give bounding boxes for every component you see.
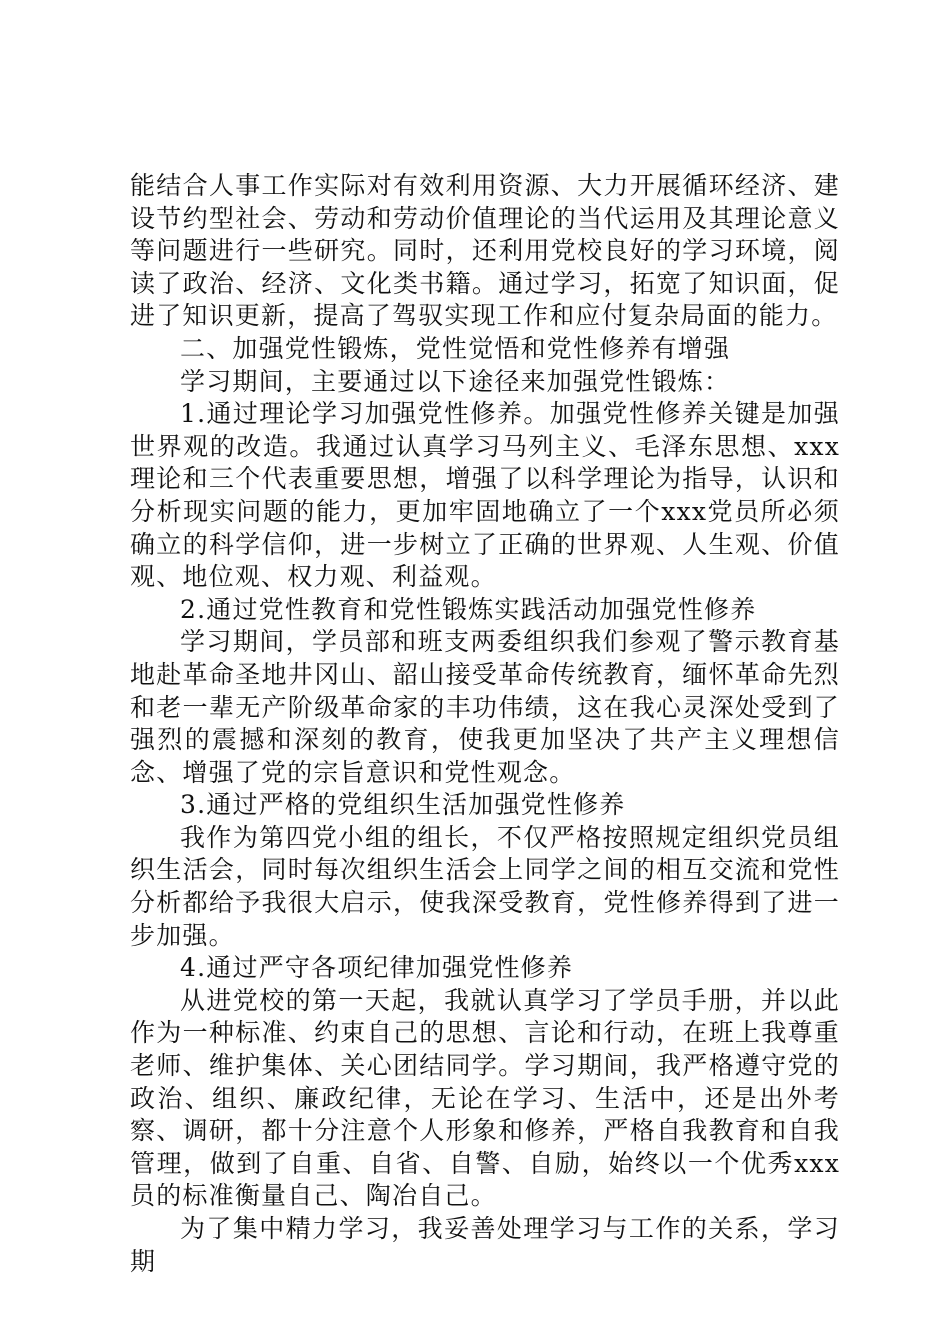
section-heading-2: 二、加强党性锻炼，党性觉悟和党性修养有增强 [180, 333, 731, 363]
paragraph-continuation: 能结合人事工作实际对有效利用资源、大力开展循环经济、建设节约型社会、劳动和劳动价值理论的当代运用及其理论意义等问题进行一些研究。同时，还利用党校良好的学习环境，阅读了政治、经济、文化类书籍。通过学习，拓宽了知识面，促进了知识更新，提高了驾驭实现工作和应付复杂局面的能力。 [130, 171, 840, 331]
subheading-item-3: 3.通过严格的党组织生活加强党性修养 [180, 790, 626, 820]
paragraph-item-1: 1.通过理论学习加强党性修养。加强党性修养关键是加强世界观的改造。我通过认真学习马列主义、毛泽东思想、xxx理论和三个代表重要思想，增强了以科学理论为指导，认识和分析现实问题的能力，更加牢固地确立了一个xxx党员所必须确立的科学信仰，进一步树立了正确的世界观、人生观、价值观、地位观、权力观、利益观。 [130, 399, 840, 592]
paragraph-item-2: 学习期间，学员部和班支两委组织我们参观了警示教育基地赴革命圣地井冈山、韶山接受革命传统教育，缅怀革命先烈和老一辈无产阶级革命家的丰功伟绩，这在我心灵深处受到了强烈的震撼和深刻的教育，使我更加坚决了共产主义理想信念、增强了党的宗旨意识和党性观念。 [130, 627, 840, 787]
subheading-item-2: 2.通过党性教育和党性锻炼实践活动加强党性修养 [180, 594, 757, 624]
paragraph-closing: 为了集中精力学习，我妥善处理学习与工作的关系，学习期 [130, 1214, 840, 1276]
paragraph-item-3: 我作为第四党小组的组长，不仅严格按照规定组织党员组织生活会，同时每次组织生活会上同学之间的相互交流和党性分析都给予我很大启示，使我深受教育，党性修养得到了进一步加强。 [130, 822, 840, 950]
paragraph-item-4: 从进党校的第一天起，我就认真学习了学员手册，并以此作为一种标准、约束自己的思想、言论和行动，在班上我尊重老师、维护集体、关心团结同学。学习期间，我严格遵守党的政治、组织、廉政纪律，无论在学习、生活中，还是出外考察、调研，都十分注意个人形象和修养，严格自我教育和自我管理，做到了自重、自省、自警、自励，始终以一个优秀xxx员的标准衡量自己、陶冶自己。 [130, 985, 840, 1211]
document-body [130, 170, 840, 1278]
paragraph-intro: 学习期间，主要通过以下途径来加强党性锻炼： [180, 366, 731, 396]
subheading-item-4: 4.通过严守各项纪律加强党性修养 [180, 953, 574, 983]
